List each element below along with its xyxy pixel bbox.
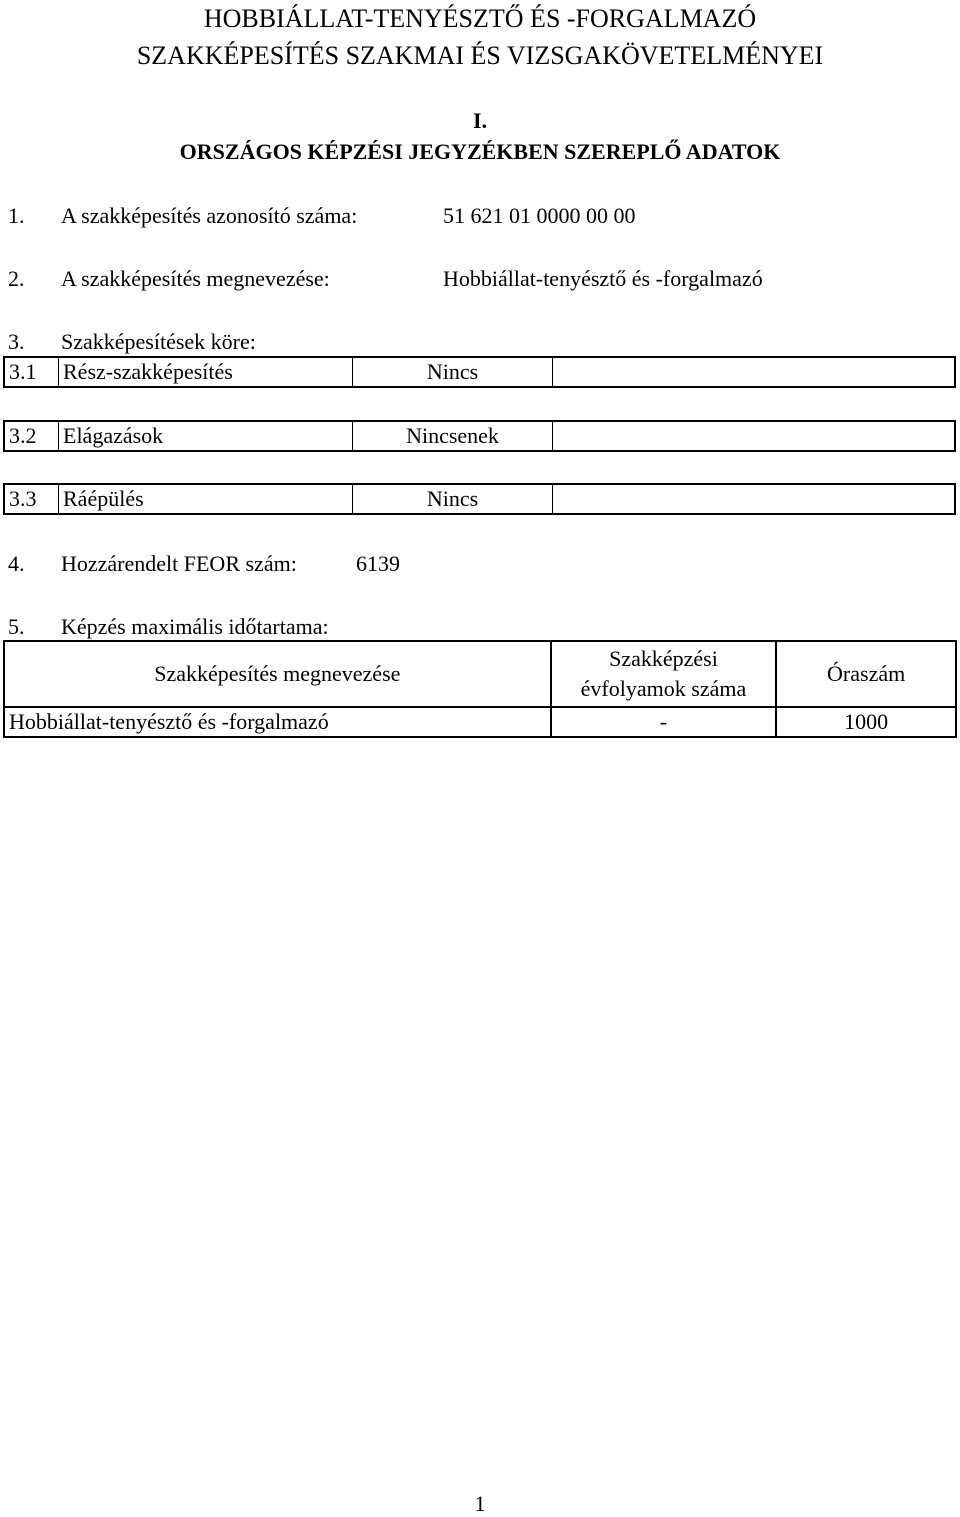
document-title-line2: SZAKKÉPESÍTÉS SZAKMAI ÉS VIZSGAKÖVETELMÉNYEI — [136, 41, 824, 70]
item2-label: A szakképesítés megnevezése: — [61, 266, 330, 291]
sub-row-label: Elágazások — [59, 422, 353, 450]
item4-value: 6139 — [356, 551, 400, 576]
section-number: I. — [472, 108, 488, 133]
cell-grade-count: - — [551, 707, 777, 737]
item1-label: A szakképesítés azonosító száma: — [61, 203, 358, 228]
item1-value: 51 621 01 0000 00 00 — [443, 203, 636, 228]
sub-row-empty-cell — [552, 358, 954, 386]
duration-table — [3, 640, 957, 738]
header-grade-count-line1: Szakképzési — [609, 646, 718, 671]
item2-number: 2. — [8, 266, 25, 291]
item3-label: Szakképesítések köre: — [61, 329, 256, 354]
cell-hours: 1000 — [776, 707, 956, 737]
sub-row-value: Nincs — [353, 485, 553, 513]
sub-row-number: 3.1 — [5, 358, 59, 386]
header-hours: Óraszám — [776, 641, 956, 707]
sub-row-3-1 — [3, 356, 956, 388]
sub-row-empty-cell — [552, 485, 954, 513]
sub-row-label: Ráépülés — [59, 485, 353, 513]
cell-qualification-name: Hobbiállat-tenyésztő és -forgalmazó — [4, 707, 551, 737]
sub-row-number: 3.2 — [5, 422, 59, 450]
table-row — [4, 707, 956, 737]
sub-row-3-3 — [3, 483, 956, 515]
header-qualification-name: Szakképesítés megnevezése — [4, 641, 551, 707]
sub-row-value: Nincs — [353, 358, 553, 386]
sub-row-label: Rész-szakképesítés — [59, 358, 353, 386]
item5-label: Képzés maximális időtartama: — [61, 614, 329, 639]
header-grade-count-line2: évfolyamok száma — [580, 676, 747, 701]
document-title-line1: HOBBIÁLLAT-TENYÉSZTŐ ÉS -FORGALMAZÓ — [203, 4, 757, 33]
item4-label: Hozzárendelt FEOR szám: — [61, 551, 297, 576]
item4-number: 4. — [8, 551, 25, 576]
section-title: ORSZÁGOS KÉPZÉSI JEGYZÉKBEN SZEREPLŐ ADATOK — [179, 139, 781, 164]
table-header-row — [4, 641, 956, 707]
sub-row-number: 3.3 — [5, 485, 59, 513]
item5-number: 5. — [8, 614, 25, 639]
page-number: 1 — [474, 1491, 486, 1516]
header-grade-count — [551, 641, 777, 707]
item1-number: 1. — [8, 203, 25, 228]
item2-value: Hobbiállat-tenyésztő és -forgalmazó — [443, 266, 763, 291]
sub-row-3-2 — [3, 420, 956, 452]
sub-row-empty-cell — [552, 422, 954, 450]
sub-row-value: Nincsenek — [353, 422, 553, 450]
item3-number: 3. — [8, 329, 25, 354]
